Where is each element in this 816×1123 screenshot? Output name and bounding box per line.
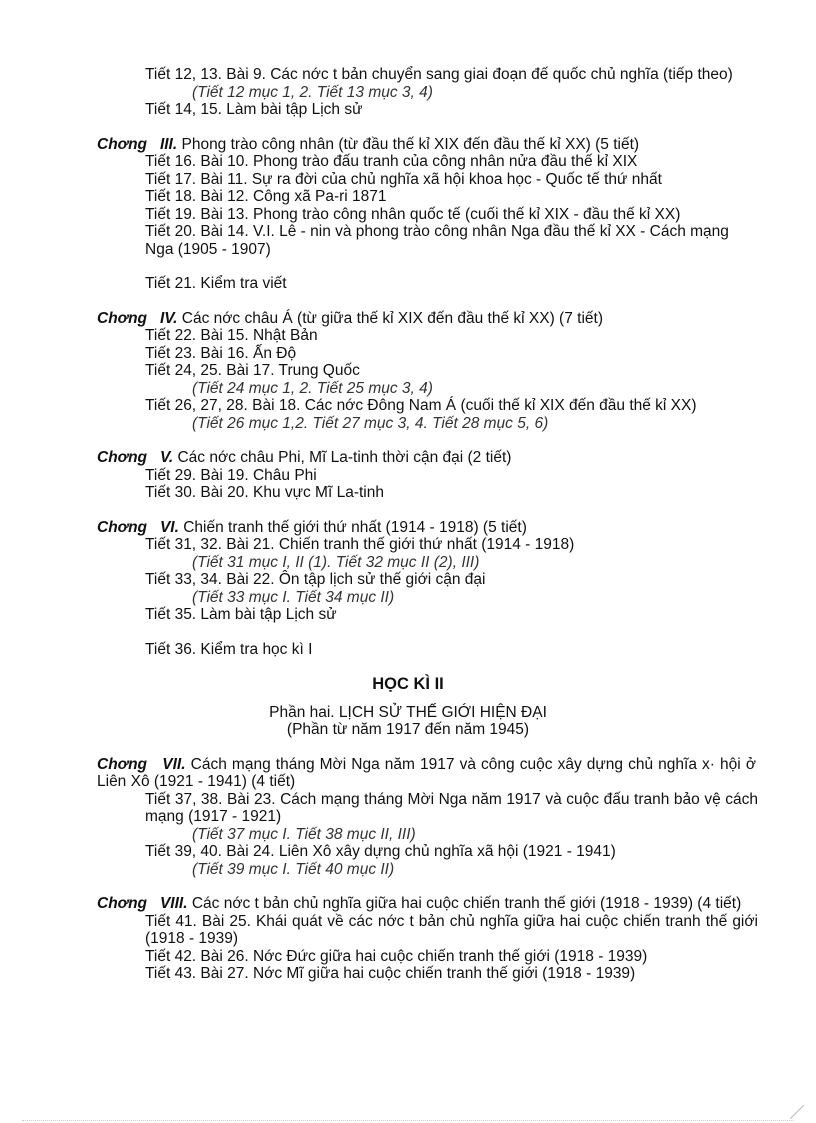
chapter-number: VII. — [162, 755, 186, 773]
chapter-number: IV. — [159, 309, 178, 327]
lesson-line: Tiết 12, 13. Bài 9. Các nớc t bản chuyển sang giai đoạn đế quốc chủ nghĩa (tiếp theo) — [145, 66, 733, 83]
part-range: (Phần từ năm 1917 đến năm 1945) — [286, 721, 530, 738]
chapter-label: Chơng — [97, 895, 148, 912]
lesson-line: Tiết 23. Bài 16. Ấn Độ — [145, 344, 297, 362]
lesson-line: Tiết 17. Bài 11. Sự ra đời của chủ nghĩa xã hội khoa học - Quốc tế thứ nhất — [145, 170, 662, 188]
page-corner-mark-icon — [790, 1105, 804, 1119]
lesson-line: Tiết 33, 34. Bài 22. Ôn tập lịch sử thế giới cận đại — [145, 571, 486, 588]
lesson-line: Tiết 29. Bài 19. Châu Phi — [145, 466, 317, 484]
lesson-subnote: (Tiết 37 mục I. Tiết 38 mục II, III) — [192, 825, 416, 843]
lesson-line: Tiết 22. Bài 15. Nhật Bản — [145, 327, 318, 344]
chapter-title: Cách mạng tháng Mời Nga năm 1917 và công cuộc xây dựng chủ nghĩa x· hội ở Liên Xô (1921 - 1941) (4 tiết) — [97, 755, 756, 790]
chapter-heading — [0, 136, 816, 154]
lesson-line: Tiết 14, 15. Làm bài tập Lịch sử — [145, 101, 363, 118]
chapter-number: VIII. — [159, 895, 188, 912]
lesson-line: Tiết 31, 32. Bài 21. Chiến tranh thế giới thứ nhất (1914 - 1918) — [145, 536, 575, 553]
chapter-title: Các nớc t bản chủ nghĩa giữa hai cuộc chiến tranh thế giới (1918 - 1939) (4 tiết) — [191, 895, 742, 912]
chapter-label: Chơng — [97, 518, 148, 536]
lesson-line: Tiết 20. Bài 14. V.I. Lê - nin và phong trào công nhân Nga đầu thế kỉ XX - Cách mạng Nga (1905 - 1907) — [145, 223, 729, 258]
lesson-line: Tiết 39, 40. Bài 24. Liên Xô xây dựng chủ nghĩa xã hội (1921 - 1941) — [145, 843, 616, 860]
chapter-heading — [0, 895, 816, 913]
lesson-subnote: (Tiết 31 mục I, II (1). Tiết 32 mục II (2), III) — [192, 553, 480, 571]
chapter-label: Chơng — [97, 135, 148, 153]
lesson-line: Tiết 42. Bài 26. Nớc Đức giữa hai cuộc chiến tranh thế giới (1918 - 1939) — [145, 947, 648, 965]
chapter-heading — [0, 449, 816, 467]
chapter-heading — [0, 310, 816, 328]
lesson-line: Tiết 43. Bài 27. Nớc Mĩ giữa hai cuộc chiến tranh thế giới (1918 - 1939) — [145, 965, 636, 982]
chapter-heading — [0, 519, 816, 537]
lesson-line: Tiết 37, 38. Bài 23. Cách mạng tháng Mời Nga năm 1917 và cuộc đấu tranh bảo vệ cách mạng (1917 - 1921) — [145, 790, 758, 825]
semester-title: HỌC KÌ II — [372, 675, 444, 693]
lesson-subnote: (Tiết 39 mục I. Tiết 40 mục II) — [192, 860, 395, 878]
chapter-label: Chơng — [97, 755, 148, 773]
part-title: Phần hai. LỊCH SỬ THẾ GIỚI HIỆN ĐẠI — [269, 703, 547, 721]
exam-line: Tiết 36. Kiểm tra học kì I — [145, 640, 313, 658]
chapter-number: V. — [159, 449, 174, 466]
page-bottom-divider — [22, 1120, 794, 1121]
chapter-label: Chơng — [97, 309, 148, 327]
chapter-number: III. — [159, 135, 178, 153]
chapter-number: VI. — [159, 518, 179, 536]
chapter-heading — [0, 756, 816, 791]
lesson-line: Tiết 30. Bài 20. Khu vực Mĩ La-tinh — [145, 484, 384, 501]
chapter-title: Các nớc châu Á (từ giữa thế kỉ XIX đến đầu thế kỉ XX) (7 tiết) — [181, 309, 603, 327]
lesson-line: Tiết 35. Làm bài tập Lịch sử — [145, 606, 337, 623]
exam-line: Tiết 21. Kiểm tra viết — [145, 275, 287, 292]
lesson-subnote: (Tiết 26 mục 1,2. Tiết 27 mục 3, 4. Tiết 28 mục 5, 6) — [192, 414, 549, 432]
lesson-line: Tiết 24, 25. Bài 17. Trung Quốc — [145, 362, 360, 379]
lesson-line: Tiết 41. Bài 25. Khái quát về các nớc t bản chủ nghĩa giữa hai cuộc chiến tranh thế giới (1918 - 1939) — [145, 912, 758, 947]
lesson-subnote: (Tiết 12 mục 1, 2. Tiết 13 mục 3, 4) — [192, 83, 433, 101]
chapter-title: Chiến tranh thế giới thứ nhất (1914 - 1918) (5 tiết) — [183, 518, 527, 536]
lesson-line: Tiết 18. Bài 12. Công xã Pa-ri 1871 — [145, 188, 387, 205]
lesson-line: Tiết 19. Bài 13. Phong trào công nhân quốc tế (cuối thế kỉ XIX - đầu thế kỉ XX) — [145, 205, 681, 223]
chapter-title: Các nớc châu Phi, Mĩ La-tinh thời cận đại (2 tiết) — [177, 449, 512, 466]
lesson-subnote: (Tiết 33 mục I. Tiết 34 mục II) — [192, 588, 395, 606]
chapter-label: Chơng — [97, 449, 148, 466]
chapter-title: Phong trào công nhân (từ đầu thế kỉ XIX đến đầu thế kỉ XX) (5 tiết) — [181, 135, 640, 153]
lesson-line: Tiết 16. Bài 10. Phong trào đấu tranh của công nhân nửa đầu thế kỉ XIX — [145, 153, 638, 170]
lesson-line: Tiết 26, 27, 28. Bài 18. Các nớc Đông Nam Á (cuối thế kỉ XIX đến đầu thế kỉ XX) — [145, 397, 697, 414]
lesson-subnote: (Tiết 24 mục 1, 2. Tiết 25 mục 3, 4) — [192, 379, 433, 397]
